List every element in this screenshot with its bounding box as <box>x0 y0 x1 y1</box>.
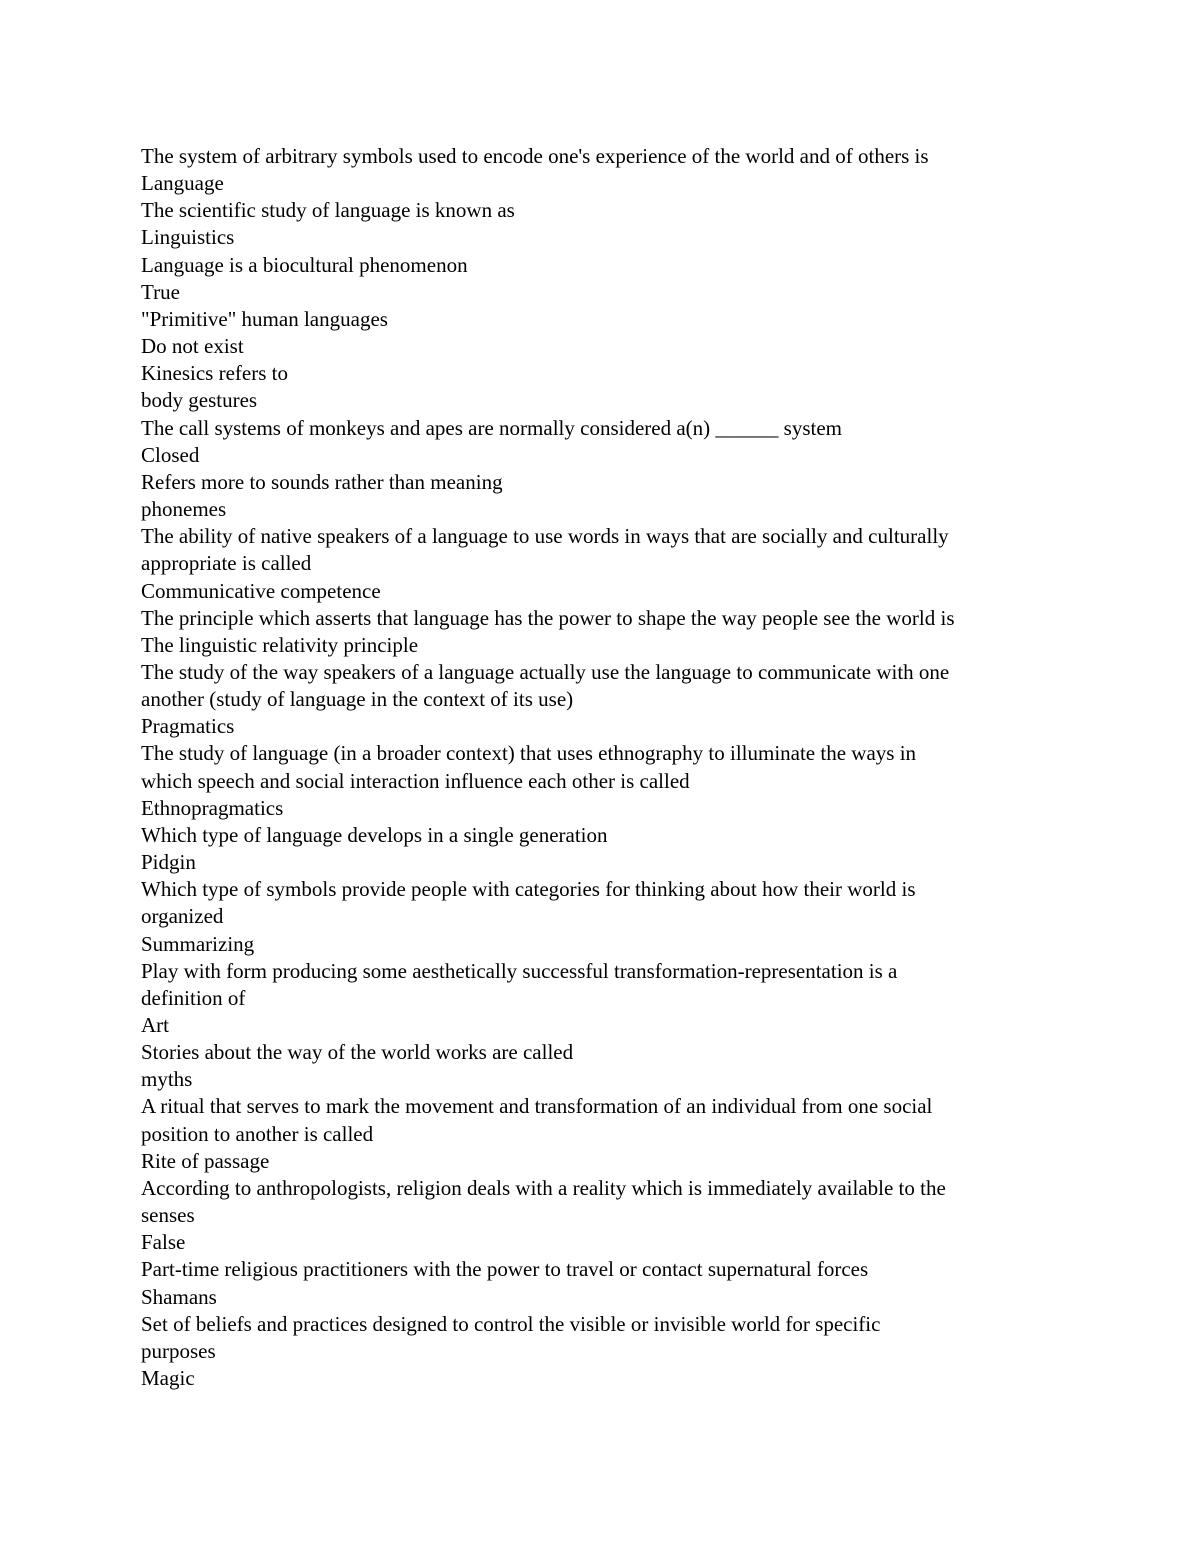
text-line: Pragmatics <box>141 714 235 739</box>
text-line: organized <box>141 904 224 929</box>
text-line: Magic <box>141 1366 195 1391</box>
text-line: Play with form producing some aesthetically successful transformation-representation is a <box>141 958 898 983</box>
text-line: A ritual that serves to mark the movement and transformation of an individual from one social <box>141 1094 933 1119</box>
text-line: Linguistics <box>141 225 235 250</box>
text-line: The scientific study of language is known as <box>141 198 515 223</box>
text-line: Stories about the way of the world works are called <box>141 1040 574 1065</box>
text-line: Refers more to sounds rather than meaning <box>141 469 503 494</box>
text-line: The ability of native speakers of a language to use words in ways that are socially and culturally <box>141 524 949 549</box>
text-line: Part-time religious practitioners with the power to travel or contact supernatural forces <box>141 1257 869 1282</box>
text-line: The study of language (in a broader context) that uses ethnography to illuminate the ways in <box>141 741 917 766</box>
text-line: which speech and social interaction influence each other is called <box>141 768 690 793</box>
text-line: "Primitive" human languages <box>141 306 388 331</box>
text-line: definition of <box>141 985 246 1010</box>
text-line: Rite of passage <box>141 1148 270 1173</box>
text-line: Which type of language develops in a single generation <box>141 822 608 847</box>
text-line: Language is a biocultural phenomenon <box>141 252 468 277</box>
text-line: The study of the way speakers of a language actually use the language to communicate with one <box>141 659 950 684</box>
text-line: The call systems of monkeys and apes are normally considered a(n) ______ system <box>141 415 842 440</box>
text-line: Kinesics refers to <box>141 361 288 386</box>
text-line: phonemes <box>141 497 227 522</box>
text-line: purposes <box>141 1338 216 1363</box>
text-line: The linguistic relativity principle <box>141 632 419 657</box>
text-line: Which type of symbols provide people with categories for thinking about how their world is <box>141 877 916 902</box>
text-line: Art <box>141 1013 169 1037</box>
text-line: The principle which asserts that language has the power to shape the way people see the world is <box>141 605 955 630</box>
document-body <box>141 143 1061 1392</box>
text-line: Summarizing <box>141 931 255 956</box>
text-line: senses <box>141 1203 195 1228</box>
text-line: The system of arbitrary symbols used to encode one's experience of the world and of others is <box>141 144 929 168</box>
text-line: Set of beliefs and practices designed to control the visible or invisible world for specific <box>141 1311 881 1336</box>
text-line: appropriate is called <box>141 551 312 576</box>
text-line: Closed <box>141 442 200 467</box>
text-line: myths <box>141 1067 193 1092</box>
text-line: position to another is called <box>141 1121 374 1146</box>
text-line: Communicative competence <box>141 578 381 603</box>
text-line: Language <box>141 171 224 196</box>
text-line: Ethnopragmatics <box>141 795 284 820</box>
text-line: Do not exist <box>141 334 244 359</box>
text-line: body gestures <box>141 388 258 413</box>
text-line: Shamans <box>141 1284 217 1309</box>
text-line: another (study of language in the context of its use) <box>141 687 574 712</box>
text-line: According to anthropologists, religion deals with a reality which is immediately available to the <box>141 1175 946 1200</box>
text-line: Pidgin <box>141 850 196 875</box>
text-line: True <box>141 279 180 304</box>
text-line: False <box>141 1230 186 1255</box>
